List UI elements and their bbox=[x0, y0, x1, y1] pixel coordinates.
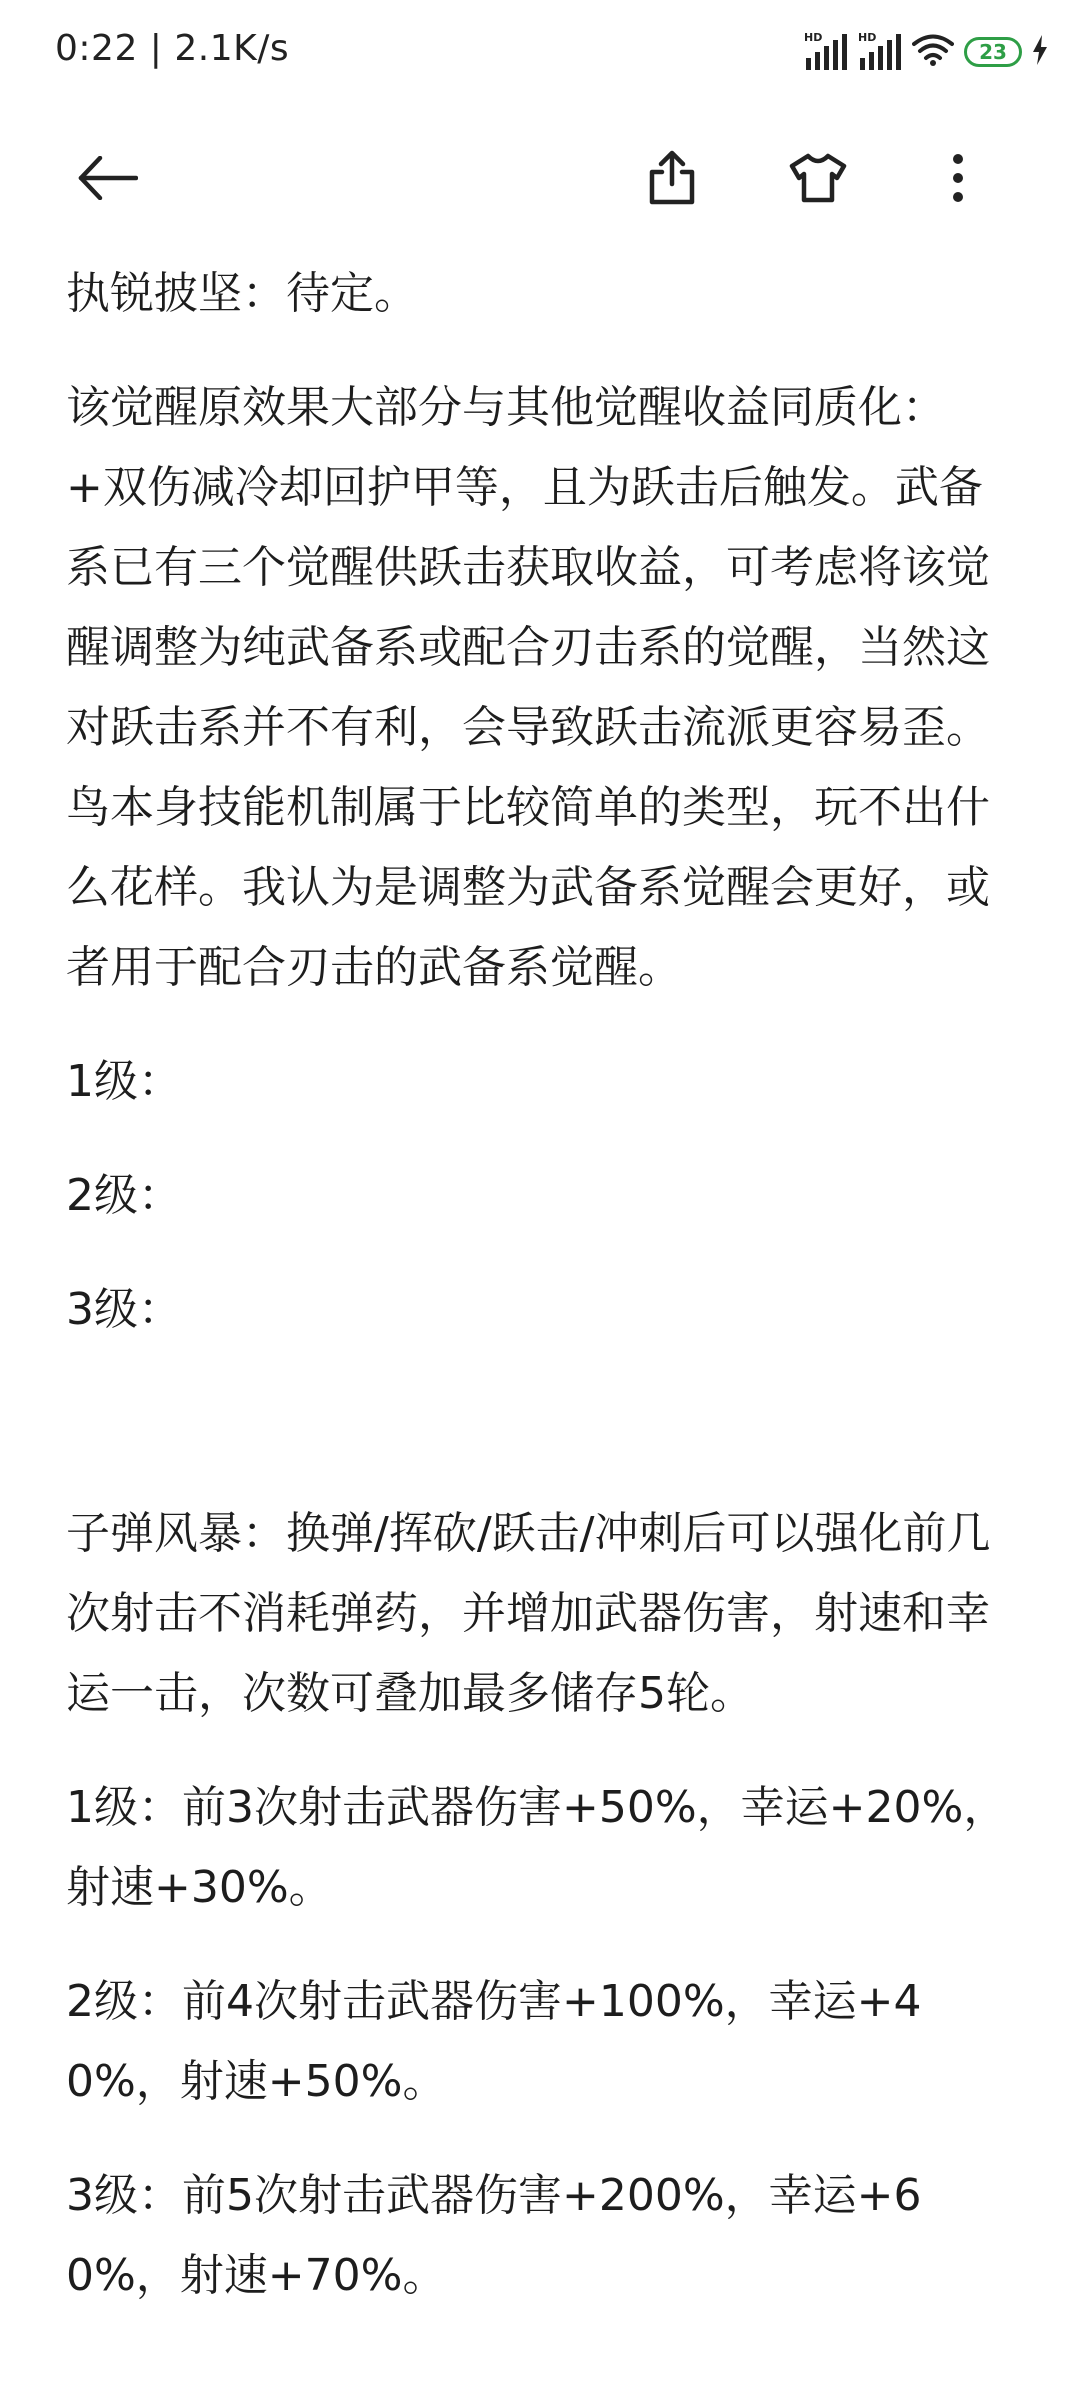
more-vertical-icon bbox=[952, 153, 964, 207]
wifi-icon bbox=[912, 33, 954, 71]
signal-icon-1 bbox=[804, 32, 848, 72]
share-button[interactable] bbox=[632, 140, 712, 220]
theme-shirt-icon bbox=[788, 152, 848, 208]
paragraph-zhirui-pijian: 执锐披坚：待定。 bbox=[66, 268, 418, 319]
signal-icon-2 bbox=[858, 32, 902, 72]
paragraph-bullet-storm-level-1: 1级：前3次射击武器伤害+50%，幸运+20%，射速+30%。 bbox=[66, 1782, 1008, 1913]
top-app-bar bbox=[0, 104, 1080, 254]
back-arrow-icon bbox=[78, 156, 138, 204]
paragraph-level-3-empty: 3级： bbox=[66, 1284, 182, 1335]
signal-hd-label-2: HD bbox=[858, 31, 877, 44]
status-time-speed: 0:22 | 2.1K/s bbox=[55, 28, 290, 69]
signal-hd-label-1: HD bbox=[804, 31, 823, 44]
paragraph-level-1-empty: 1级： bbox=[66, 1056, 182, 1107]
spacer bbox=[66, 1384, 1026, 1494]
status-icons bbox=[804, 30, 1048, 74]
article-content bbox=[66, 254, 1026, 2350]
theme-button[interactable] bbox=[778, 140, 858, 220]
battery-indicator: 23 bbox=[964, 37, 1022, 67]
paragraph-bullet-storm-level-3: 3级：前5次射击武器伤害+200%，幸运+60%，射速+70%。 bbox=[66, 2170, 922, 2301]
back-button[interactable] bbox=[68, 140, 148, 220]
paragraph-bullet-storm: 子弹风暴：换弹/挥砍/跃击/冲刺后可以强化前几次射击不消耗弹药，并增加武器伤害，射速和幸运一击，次数可叠加最多储存5轮。 bbox=[66, 1508, 991, 1719]
charging-bolt-icon bbox=[1032, 35, 1048, 69]
share-icon bbox=[646, 150, 698, 210]
status-bar bbox=[0, 0, 1080, 104]
more-button[interactable] bbox=[918, 140, 998, 220]
paragraph-awakening-analysis: 该觉醒原效果大部分与其他觉醒收益同质化：+双伤减冷却回护甲等，且为跃击后触发。武备系已有三个觉醒供跃击获取收益，可考虑将该觉醒调整为纯武备系或配合刃击系的觉醒，当然这对跃击系并不有利，会导致跃击流派更容易歪。鸟本身技能机制属于比较简单的类型，玩不出什么花样。我认为是调整为武备系觉醒会更好，或者用于配合刃击的武备系觉醒。 bbox=[66, 382, 990, 993]
paragraph-level-2-empty: 2级： bbox=[66, 1170, 182, 1221]
paragraph-bullet-storm-level-2: 2级：前4次射击武器伤害+100%，幸运+40%，射速+50%。 bbox=[66, 1976, 922, 2107]
